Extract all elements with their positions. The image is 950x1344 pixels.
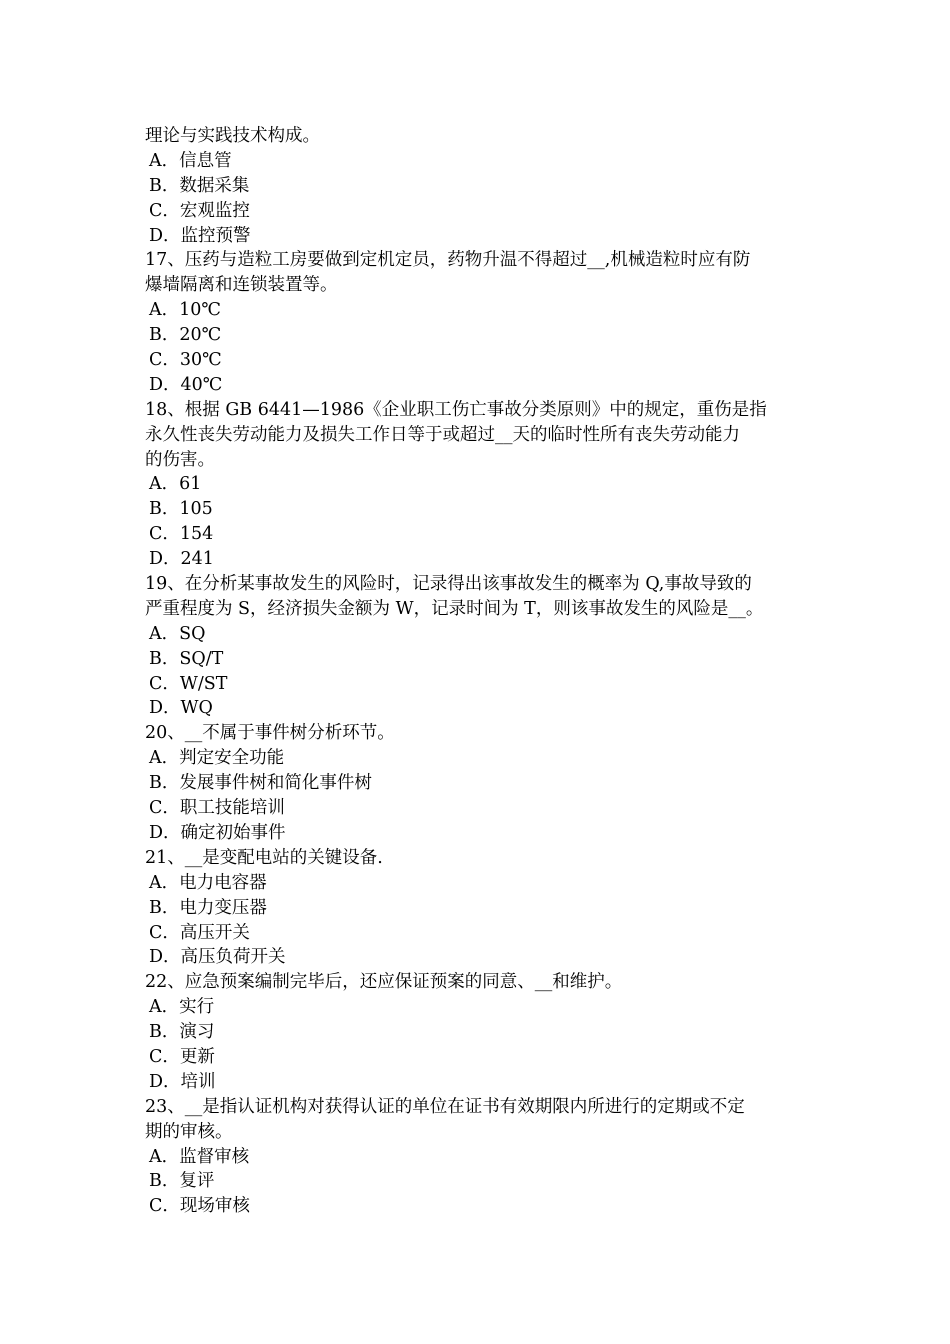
question-text-line: 爆墙隔离和连锁装置等。 [145,275,338,296]
question-text-line: 的伤害。 [145,449,215,470]
answer-option: B．数据采集 [149,175,250,196]
answer-option: D．WQ [149,698,213,719]
answer-option: D．40℃ [149,374,223,395]
answer-option: A．SQ [149,623,206,644]
question-text-line: 19、在分析某事故发生的风险时，记录得出该事故发生的概率为 Q,事故导致的 [145,574,752,595]
answer-option: C．高压开关 [149,922,250,943]
answer-option: C．30℃ [149,350,222,371]
answer-option: A．监督审核 [149,1146,250,1167]
answer-option: A．判定安全功能 [149,748,285,769]
question-text-line: 22、应急预案编制完毕后，还应保证预案的同意、__和维护。 [145,972,623,993]
question-text-line: 23、__是指认证机构对获得认证的单位在证书有效期限内所进行的定期或不定 [145,1096,745,1117]
answer-option: D．培训 [149,1071,216,1092]
answer-option: C．宏观监控 [149,200,250,221]
question-text-line: 18、根据 GB 6441—1986《企业职工伤亡事故分类原则》中的规定，重伤是指 [145,399,767,420]
answer-option: C．W/ST [149,673,228,694]
answer-option: B．105 [149,499,213,520]
answer-option: D．确定初始事件 [149,822,286,843]
answer-option: A．信息管 [149,150,232,171]
answer-option: A．10℃ [149,300,221,321]
answer-option: C．现场审核 [149,1196,250,1217]
answer-option: D．高压负荷开关 [149,947,286,968]
answer-option: A．实行 [149,997,215,1018]
answer-option: B．复评 [149,1171,215,1192]
answer-option: A．电力电容器 [149,872,267,893]
answer-option: C．154 [149,524,214,545]
question-text-line: 永久性丧失劳动能力及损失工作日等于或超过__天的临时性所有丧失劳动能力 [145,424,740,445]
question-text-line: 17、压药与造粒工房要做到定机定员，药物升温不得超过__,机械造粒时应有防 [145,250,751,271]
answer-option: C．职工技能培训 [149,798,285,819]
answer-option: B．电力变压器 [149,897,267,918]
question-text-line: 严重程度为 S，经济损失金额为 W，记录时间为 T，则该事故发生的风险是__。 [145,598,764,619]
answer-option: C．更新 [149,1046,215,1067]
answer-option: B．发展事件树和简化事件树 [149,773,372,794]
answer-option: A．61 [149,474,202,495]
answer-option: B．20℃ [149,325,222,346]
answer-option: D．监控预警 [149,225,251,246]
question-text-line: 21、__是变配电站的关键设备. [145,847,383,868]
question-text-line: 期的审核。 [145,1121,233,1142]
document-body [145,124,810,1219]
answer-option: B．SQ/T [149,648,224,669]
answer-option: D．241 [149,549,214,570]
question-text-line: 理论与实践技术构成。 [145,126,320,146]
question-text-line: 20、__不属于事件树分析环节。 [145,723,395,744]
answer-option: B．演习 [149,1022,215,1043]
